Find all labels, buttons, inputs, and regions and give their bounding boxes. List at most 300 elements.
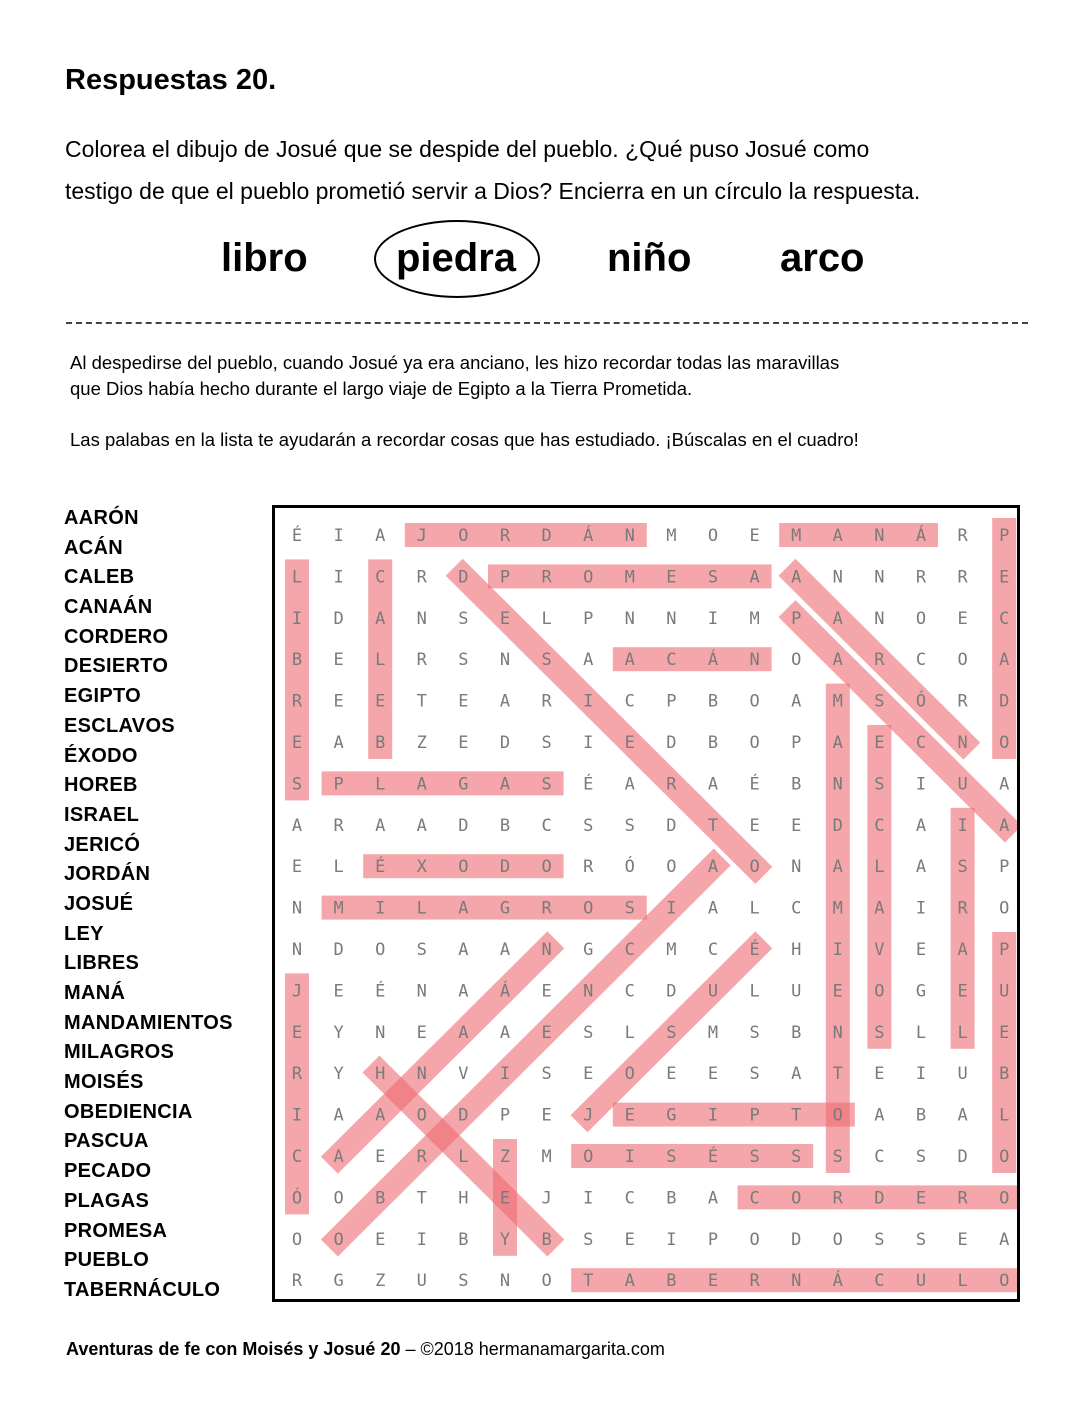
highlight-pascua [779, 600, 1017, 842]
grid-letter: A [749, 567, 760, 588]
grid-letter: B [291, 650, 303, 671]
grid-letter: G [915, 981, 927, 1002]
grid-letter: C [291, 1147, 303, 1167]
grid-letter: U [957, 774, 968, 795]
grid-letter: A [707, 898, 719, 919]
grid-letter: A [458, 981, 469, 1002]
grid-letter: A [458, 898, 469, 919]
grid-letter: B [791, 774, 802, 795]
grid-letter: A [832, 608, 843, 629]
grid-letter: P [791, 608, 802, 629]
grid-letter: U [999, 981, 1010, 1002]
word-list-item: JORDÁN [64, 863, 151, 886]
word-list-item: PUEBLO [64, 1249, 150, 1272]
grid-letter: J [291, 981, 303, 1002]
word-list-item: CANAÁN [64, 596, 153, 619]
grid-letter: A [458, 940, 469, 960]
grid-letter: O [999, 1188, 1010, 1209]
grid-letter: S [749, 1147, 760, 1167]
grid-letter: C [707, 940, 719, 960]
grid-letter: T [416, 691, 427, 712]
intro-paragraph [70, 350, 1030, 402]
grid-letter: O [999, 898, 1010, 919]
highlight-pecado [992, 518, 1016, 759]
grid-letter: N [957, 733, 968, 753]
word-list-item: MILAGROS [64, 1041, 175, 1064]
grid-letter: N [624, 526, 635, 546]
grid-letter: I [707, 608, 719, 629]
grid-letter: S [458, 1271, 469, 1292]
word-list [64, 504, 233, 1306]
grid-letter: S [583, 1229, 594, 1250]
grid-letter: R [333, 815, 344, 836]
word-list-item: PECADO [64, 1160, 152, 1183]
grid-letter: S [874, 691, 885, 712]
grid-letter: I [583, 1188, 594, 1209]
grid-letter: I [416, 1229, 427, 1250]
grid-letter: E [333, 691, 344, 712]
grid-letter: R [832, 1188, 843, 1209]
grid-letter: D [832, 815, 843, 836]
grid-letter: N [375, 1022, 386, 1043]
grid-letter: L [333, 857, 344, 878]
grid-letter: A [624, 1271, 635, 1292]
grid-letter: E [416, 1022, 427, 1043]
grid-letter: Ó [291, 1188, 303, 1209]
grid-letter: E [624, 1229, 635, 1250]
grid-letter: N [749, 650, 760, 671]
grid-letter: G [333, 1271, 344, 1292]
grid-letter: G [499, 898, 511, 919]
word-list-item: ÉXODO [64, 744, 138, 767]
grid-letter: N [499, 1271, 511, 1292]
grid-letter: E [999, 567, 1010, 588]
grid-letter: S [541, 733, 552, 753]
grid-letter: A [791, 1064, 802, 1085]
word-list-item: PASCUA [64, 1130, 149, 1153]
grid-letter: S [915, 1147, 927, 1167]
grid-letter: A [999, 650, 1010, 671]
grid-letter: M [791, 526, 802, 546]
grid-letter: A [375, 815, 386, 836]
grid-letter: I [915, 1064, 927, 1085]
grid-letter: O [749, 733, 760, 753]
grid-letter: D [957, 1147, 968, 1167]
grid-letter: N [583, 981, 594, 1002]
grid-letter: R [957, 898, 968, 919]
grid-letter: R [541, 898, 552, 919]
grid-letter: N [791, 857, 802, 878]
grid-letter: Á [915, 526, 927, 546]
grid-letter: D [666, 733, 677, 753]
grid-letter: L [915, 1022, 927, 1043]
highlight-israel [951, 808, 975, 1049]
word-list-item: CALEB [64, 566, 135, 589]
grid-letter: E [707, 1271, 719, 1292]
grid-letter: R [666, 774, 677, 795]
grid-letter: N [416, 608, 427, 629]
grid-letter: P [583, 608, 594, 629]
footer-copyright: – ©2018 hermanamargarita.com [400, 1339, 665, 1359]
grid-letter: Ó [915, 691, 927, 712]
grid-letter: N [832, 567, 843, 588]
intro-line-1: Al despedirse del pueblo, cuando Josué ya era anciano, les hizo recordar todas las maravillas [70, 352, 840, 373]
grid-letter: A [499, 1022, 511, 1043]
grid-letter: B [999, 1064, 1010, 1085]
grid-letter: U [915, 1271, 927, 1292]
grid-letter: M [832, 898, 843, 919]
grid-letter: S [458, 608, 469, 629]
highlight-mandamientos [826, 684, 850, 1173]
grid-letter: A [707, 774, 719, 795]
word-list-item: PLAGAS [64, 1189, 150, 1212]
grid-letter: S [624, 815, 635, 836]
grid-letter: I [375, 898, 386, 919]
grid-letter: E [291, 857, 303, 878]
grid-letter: É [375, 857, 386, 878]
grid-letter: R [416, 650, 427, 671]
grid-letter: D [791, 1229, 802, 1250]
grid-letter: E [915, 940, 927, 960]
grid-letter: O [333, 1229, 344, 1250]
grid-letter: D [458, 1105, 469, 1126]
grid-letter: B [666, 1188, 677, 1209]
grid-letter: V [458, 1064, 469, 1085]
option-arco: arco [780, 236, 865, 280]
grid-letter: E [791, 815, 802, 836]
grid-letter: D [333, 608, 344, 629]
grid-letter: E [375, 1229, 386, 1250]
question-line-2: testigo de que el pueblo prometió servir a Dios? Encierra en un círculo la respuesta. [65, 178, 921, 204]
grid-letter: L [957, 1022, 968, 1043]
grid-letter: N [291, 940, 303, 960]
grid-letter: O [666, 857, 677, 878]
grid-letter: P [499, 567, 511, 588]
footer [66, 1339, 665, 1360]
grid-letter: E [499, 608, 511, 629]
grid-letter: P [999, 857, 1010, 878]
page-title: Respuestas 20. [65, 64, 277, 96]
grid-letter: S [541, 1064, 552, 1085]
grid-letter: B [375, 1188, 386, 1209]
grid-letter: S [583, 1022, 594, 1043]
grid-letter: E [291, 1022, 303, 1043]
grid-letter: O [416, 1105, 427, 1126]
grid-letter: D [666, 981, 677, 1002]
word-list-item: AARÓN [64, 507, 139, 529]
highlight-libres [285, 559, 309, 800]
grid-letter: A [333, 1105, 344, 1126]
footer-title: Aventuras de fe con Moisés y Josué 20 [66, 1339, 401, 1359]
grid-letter: G [666, 1105, 677, 1126]
grid-letter: P [707, 1229, 719, 1250]
word-list-item: LIBRES [64, 952, 140, 975]
grid-letter: E [624, 733, 635, 753]
grid-letter: I [915, 898, 927, 919]
grid-letter: N [291, 898, 303, 919]
grid-letter: P [333, 774, 344, 795]
grid-letter: É [291, 526, 303, 546]
grid-letter: D [874, 1188, 885, 1209]
grid-letter: A [291, 815, 303, 836]
grid-letter: H [458, 1188, 469, 1209]
grid-letter: B [499, 815, 511, 836]
grid-letter: O [541, 857, 552, 878]
grid-letter: N [832, 1022, 843, 1043]
grid-letter: A [499, 940, 511, 960]
grid-letter: C [791, 898, 802, 919]
word-list-item: MANÁ [64, 982, 126, 1004]
grid-letter: A [375, 1105, 386, 1126]
grid-letter: A [624, 650, 635, 671]
grid-letter: É [749, 940, 760, 960]
grid-letter: R [874, 650, 885, 671]
grid-letter: A [874, 898, 885, 919]
grid-letter: N [874, 526, 885, 546]
answer-options [0, 228, 1088, 288]
grid-letter: A [999, 1229, 1010, 1250]
grid-letter: C [624, 940, 635, 960]
grid-letter: M [666, 526, 677, 546]
grid-letter: B [707, 733, 719, 753]
grid-letter: S [915, 1229, 927, 1250]
grid-letter: E [541, 981, 552, 1002]
grid-letter: E [832, 981, 843, 1002]
grid-letter: O [791, 650, 802, 671]
grid-letter: N [624, 608, 635, 629]
grid-letter: D [541, 526, 552, 546]
grid-letter: A [375, 608, 386, 629]
grid-letter: R [915, 567, 927, 588]
grid-letter: L [541, 608, 552, 629]
grid-letter: L [749, 898, 760, 919]
grid-letter: O [375, 940, 386, 960]
grid-letter: S [666, 1147, 677, 1167]
grid-letter: E [541, 1022, 552, 1043]
highlight-acán [613, 647, 772, 671]
grid-letter: Z [499, 1147, 511, 1167]
grid-letter: R [416, 567, 427, 588]
grid-letter: A [832, 650, 843, 671]
grid-letter: J [583, 1105, 594, 1126]
word-list-item: MOISÉS [64, 1071, 144, 1094]
highlight-maná [779, 523, 938, 547]
grid-letter: V [874, 940, 885, 960]
grid-letter: Y [333, 1064, 344, 1085]
grid-letter: I [624, 1147, 635, 1167]
grid-letter: O [832, 1229, 843, 1250]
grid-letter: L [749, 981, 760, 1002]
grid-letter: O [749, 857, 760, 878]
grid-letter: C [874, 815, 885, 836]
answer-circle [374, 220, 540, 298]
grid-letter: D [666, 815, 677, 836]
grid-letter: O [583, 898, 594, 919]
grid-letter: Á [499, 981, 511, 1002]
option-nino: niño [607, 236, 692, 280]
word-list-item: MANDAMIENTOS [64, 1011, 233, 1034]
grid-letter: E [541, 1105, 552, 1126]
grid-letter: A [874, 1105, 885, 1126]
grid-letter: A [832, 526, 843, 546]
grid-letter: P [999, 526, 1010, 546]
grid-letter: R [749, 1271, 760, 1292]
question-text [65, 128, 1045, 212]
word-list-item: CORDERO [64, 625, 169, 648]
grid-letter: M [333, 898, 344, 919]
grid-letter: O [915, 608, 927, 629]
grid-letter: R [583, 857, 594, 878]
grid-letter: X [416, 857, 427, 878]
grid-letter: I [499, 1064, 511, 1085]
grid-letter: R [957, 691, 968, 712]
option-libro: libro [221, 236, 308, 280]
highlight-plagas [322, 771, 564, 795]
word-list-item: PROMESA [64, 1219, 168, 1242]
grid-letter: A [333, 733, 344, 753]
word-search-grid [272, 505, 1020, 1302]
grid-letter: R [416, 1147, 427, 1167]
grid-letter: B [707, 691, 719, 712]
highlight-milagros [322, 896, 647, 920]
grid-letter: N [499, 650, 511, 671]
grid-letter: A [791, 691, 802, 712]
grid-letter: A [999, 815, 1010, 836]
grid-letter: E [499, 1188, 511, 1209]
grid-letter: S [749, 1022, 760, 1043]
grid-letter: L [291, 567, 303, 588]
word-list-item: OBEDIENCIA [64, 1100, 193, 1123]
grid-letter: D [499, 857, 511, 878]
word-list-item: ISRAEL [64, 803, 140, 826]
grid-letter: N [791, 1271, 802, 1292]
grid-letter: E [333, 650, 344, 671]
grid-letter: D [458, 567, 469, 588]
grid-letter: R [957, 1188, 968, 1209]
grid-letter: S [707, 567, 719, 588]
grid-letter: N [416, 1064, 427, 1085]
grid-letter: C [749, 1188, 760, 1209]
grid-letter: P [791, 733, 802, 753]
grid-letter: A [915, 815, 927, 836]
grid-letter: T [707, 815, 719, 836]
grid-letter: M [707, 1022, 719, 1043]
grid-letter: L [375, 774, 386, 795]
grid-letter: R [291, 1064, 303, 1085]
grid-letter: O [791, 1188, 802, 1209]
grid-letter: S [291, 774, 303, 795]
highlight-egipto [613, 1103, 855, 1127]
grid-letter: S [583, 815, 594, 836]
grid-letter: N [416, 981, 427, 1002]
grid-letter: A [915, 857, 927, 878]
grid-letter: I [666, 1229, 677, 1250]
word-list-item: TABERNÁCULO [64, 1278, 221, 1301]
grid-letter: Á [707, 650, 719, 671]
grid-letter: E [458, 691, 469, 712]
grid-letter: É [583, 774, 594, 795]
grid-letter: L [375, 650, 386, 671]
grid-letter: S [749, 1064, 760, 1085]
grid-letter: I [291, 1105, 303, 1126]
grid-letter: E [749, 526, 760, 546]
highlight-jordán [405, 523, 647, 547]
grid-letter: P [749, 1105, 760, 1126]
grid-letter: Y [333, 1022, 344, 1043]
grid-letter: P [999, 940, 1010, 960]
grid-letter: P [499, 1105, 511, 1126]
grid-letter: E [666, 567, 677, 588]
grid-letter: B [791, 1022, 802, 1043]
grid-letter: E [291, 733, 303, 753]
word-list-item: HOREB [64, 774, 138, 797]
grid-letter: E [957, 608, 968, 629]
grid-letter: I [957, 815, 968, 836]
grid-letter: M [749, 608, 760, 629]
grid-letter: I [583, 691, 594, 712]
grid-letter: A [333, 1147, 344, 1167]
grid-letter: E [624, 1105, 635, 1126]
grid-letter: O [583, 1147, 594, 1167]
instructions: Las palabas en la lista te ayudarán a recordar cosas que has estudiado. ¡Búscalas en el cuadro! [70, 429, 859, 450]
grid-letter: D [499, 733, 511, 753]
grid-letter: U [707, 981, 719, 1002]
grid-letter: C [624, 1188, 635, 1209]
grid-letter: Á [583, 526, 594, 546]
word-list-item: DESIERTO [64, 655, 169, 678]
grid-letter: E [999, 1022, 1010, 1043]
grid-letter: E [458, 733, 469, 753]
grid-letter: T [583, 1271, 594, 1292]
grid-letter: L [624, 1022, 635, 1043]
highlight-jericó [285, 973, 309, 1214]
grid-letter: I [291, 608, 303, 629]
grid-letter: R [957, 567, 968, 588]
grid-letter: O [957, 650, 968, 671]
grid-letter: S [624, 898, 635, 919]
grid-letter: E [749, 815, 760, 836]
grid-letter: A [707, 857, 719, 878]
word-list-item: ACÁN [64, 536, 123, 559]
grid-letter: S [874, 1022, 885, 1043]
grid-letter: S [791, 1147, 802, 1167]
grid-letter: L [416, 898, 427, 919]
grid-letter: M [541, 1147, 552, 1167]
grid-letter: C [915, 650, 927, 671]
grid-letter: É [749, 774, 760, 795]
grid-letter: S [416, 940, 427, 960]
grid-letter: N [832, 774, 843, 795]
grid-letter: A [707, 1188, 719, 1209]
grid-letter: B [458, 1229, 469, 1250]
grid-letter: T [832, 1064, 843, 1085]
grid-letter: A [416, 774, 427, 795]
grid-letter: I [707, 1105, 719, 1126]
grid-letter: O [749, 691, 760, 712]
grid-letter: R [541, 567, 552, 588]
grid-letter: O [583, 567, 594, 588]
grid-letter: J [416, 526, 427, 546]
grid-letter: C [375, 567, 386, 588]
highlight-pueblo [992, 932, 1016, 1173]
grid-letter: U [791, 981, 802, 1002]
grid-letter: C [874, 1271, 885, 1292]
grid-letter: G [583, 940, 594, 960]
grid-letter: Ó [624, 857, 635, 878]
grid-letter: A [957, 940, 968, 960]
grid-letter: O [541, 1271, 552, 1292]
grid-letter: É [707, 1147, 719, 1167]
